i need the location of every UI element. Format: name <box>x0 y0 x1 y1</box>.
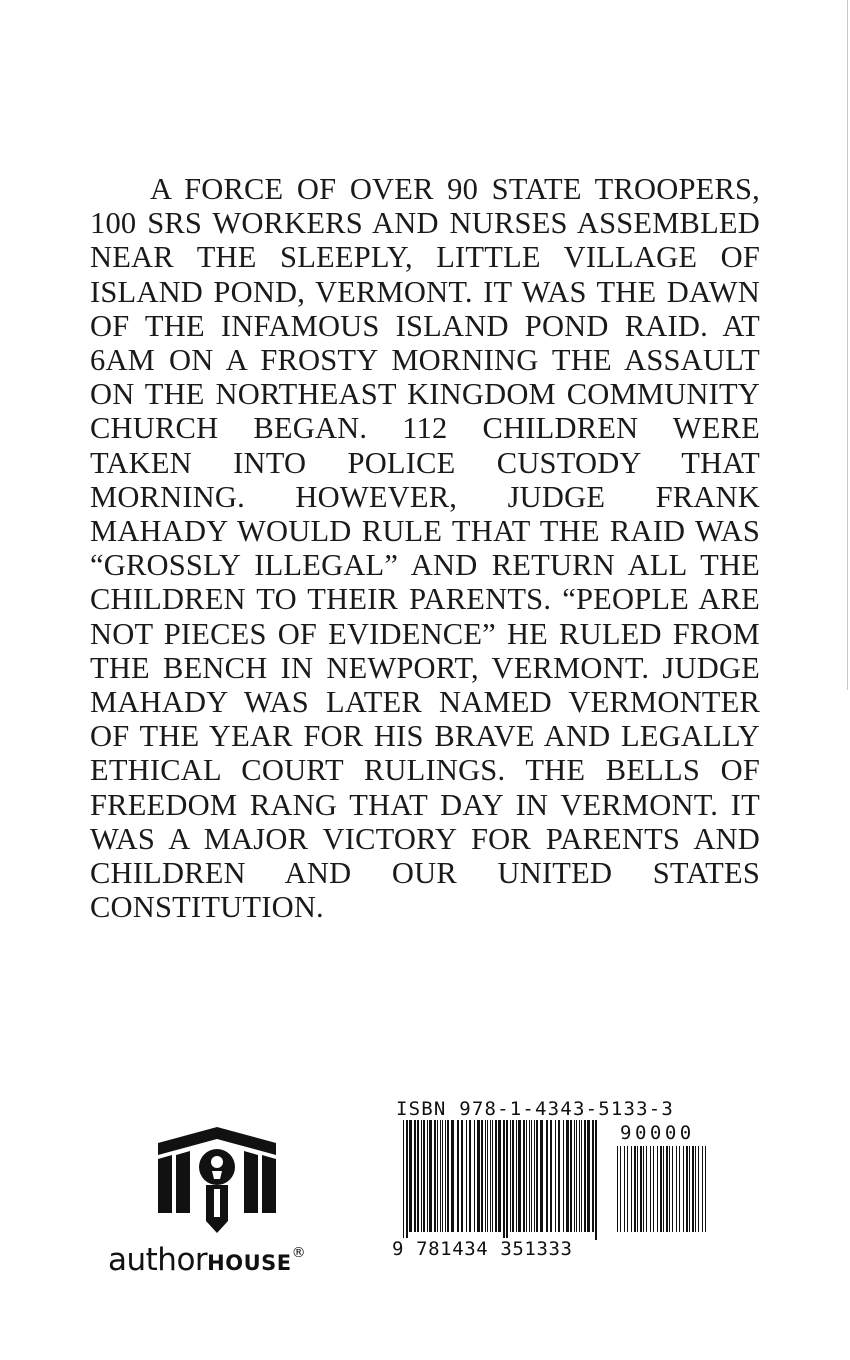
barcode-bar <box>640 1146 642 1232</box>
barcode-bar <box>429 1120 432 1232</box>
barcode-bar <box>546 1120 548 1232</box>
barcode-bar <box>466 1120 467 1232</box>
page-edge-divider <box>847 0 848 690</box>
barcode-bar <box>536 1120 538 1232</box>
barcode-bar <box>620 1146 621 1232</box>
barcode-bar <box>643 1146 644 1232</box>
barcode-bar <box>695 1146 696 1232</box>
barcode-bar <box>487 1120 488 1232</box>
barcode-bar <box>666 1146 668 1232</box>
barcode-bar <box>660 1146 662 1232</box>
barcode-bar <box>531 1120 532 1232</box>
barcode-bar <box>570 1120 572 1232</box>
barcode-bar <box>566 1120 569 1232</box>
barcode-bar <box>676 1146 677 1232</box>
barcode-bar <box>434 1120 436 1232</box>
barcode-bar <box>595 1120 597 1240</box>
barcode-bar <box>637 1146 638 1232</box>
barcode-bar <box>512 1120 514 1232</box>
barcode-bar <box>529 1120 530 1232</box>
isbn-barcode <box>392 1098 722 1268</box>
barcode-bar <box>576 1120 577 1232</box>
barcode-bar <box>584 1120 586 1232</box>
cover-blurb: A FORCE OF OVER 90 STATE TROOPERS, 100 SRS WORKERS AND NURSES ASSEMBLED NEAR THE SLEEPLY, LITTLE VILLAGE OF ISLAND POND, VERMONT. IT WAS THE DAWN OF THE INFAMOUS ISLAND POND RAID. AT 6AM ON A FROSTY MORNING THE ASSAULT ON THE NORTHEAST KINGDOM COMMUNITY CHURCH BEGAN. 112 CHILDREN WERE TAKEN INTO POLICE CUSTODY THAT MORNING. HOWEVER, JUDGE FRANK MAHADY WOULD RULE THAT THE RAID WAS “GROSSLY ILLEGAL” AND RETURN ALL THE CHILDREN TO THEIR PARENTS. “PEOPLE ARE NOT PIECES OF EVIDENCE” HE RULED FROM THE BENCH IN NEWPORT, VERMONT. JUDGE MAHADY WAS LATER NAMED VERMONTER OF THE YEAR FOR HIS BRAVE AND LEGALLY ETHICAL COURT RULINGS. THE BELLS OF FREEDOM RANG THAT DAY IN VERMONT. IT WAS A MAJOR VICTORY FOR PARENTS AND CHILDREN AND OUR UNITED STATES CONSTITUTION. <box>90 172 760 925</box>
barcode-bar <box>457 1120 459 1232</box>
barcode-bar <box>406 1120 408 1240</box>
barcode-bar <box>427 1120 428 1232</box>
barcode-bar <box>423 1120 425 1232</box>
barcode-bar <box>692 1146 694 1232</box>
barcode-bar <box>523 1120 525 1232</box>
barcode-bar <box>437 1120 438 1232</box>
barcode-bar <box>534 1120 535 1232</box>
barcode-bar <box>579 1120 580 1232</box>
publisher-logo <box>108 1125 338 1285</box>
barcode-addon-bars <box>616 1146 712 1240</box>
barcode-bar <box>495 1120 497 1232</box>
barcode-bar <box>516 1120 517 1232</box>
barcode-bar <box>442 1120 443 1232</box>
barcode-bar <box>518 1120 521 1232</box>
barcode-digits: 9 781434 351333 <box>392 1238 573 1260</box>
barcode-bar <box>485 1120 486 1232</box>
barcode-bar <box>617 1146 618 1232</box>
barcode-bar <box>587 1120 590 1232</box>
barcode-bar <box>634 1146 636 1232</box>
barcode-bar <box>469 1120 471 1232</box>
barcode-bar <box>574 1120 575 1232</box>
barcode-bar <box>592 1120 594 1232</box>
barcode-bar <box>526 1120 527 1232</box>
barcode-bar <box>503 1120 505 1240</box>
barcode-bar <box>705 1146 706 1232</box>
barcode-bar <box>627 1146 628 1232</box>
barcode-bar <box>563 1120 564 1232</box>
publisher-name-house: HOUSE <box>207 1251 292 1275</box>
barcode-bar <box>550 1120 552 1232</box>
barcode-bar <box>624 1146 625 1232</box>
barcode-bar <box>679 1146 680 1232</box>
barcode-bar <box>461 1120 463 1232</box>
price-code: 90000 <box>620 1122 695 1144</box>
barcode-bar <box>663 1146 664 1232</box>
barcode-bar <box>683 1146 684 1232</box>
barcode-bar <box>477 1120 480 1232</box>
barcode-bar <box>657 1146 658 1232</box>
barcode-bar <box>689 1146 690 1232</box>
publisher-name-author: author <box>108 1242 208 1278</box>
barcode-bar <box>698 1146 699 1232</box>
barcode-bar <box>403 1120 404 1240</box>
registered-mark: ® <box>291 1245 306 1261</box>
barcode-bar <box>669 1146 670 1232</box>
isbn-label: ISBN 978-1-4343-5133-3 <box>396 1098 675 1120</box>
barcode-bar <box>417 1120 419 1232</box>
barcode-bar <box>447 1120 449 1232</box>
barcode-bar <box>421 1120 422 1232</box>
barcode-bar <box>540 1120 543 1232</box>
barcode-bar <box>492 1120 493 1232</box>
barcode-bar <box>440 1120 441 1232</box>
barcode-bar <box>490 1120 491 1232</box>
barcode-main-bars <box>402 1120 602 1240</box>
barcode-bar <box>409 1120 412 1232</box>
barcode-bar <box>558 1120 560 1232</box>
publisher-wordmark <box>108 1242 338 1278</box>
barcode-bar <box>451 1120 454 1232</box>
barcode-bar <box>646 1146 647 1232</box>
barcode-bar <box>506 1120 508 1240</box>
barcode-bar <box>481 1120 483 1232</box>
barcode-bar <box>653 1146 654 1232</box>
barcode-bar <box>686 1146 688 1232</box>
barcode-bar <box>581 1120 582 1232</box>
barcode-bar <box>414 1120 416 1232</box>
barcode-bar <box>445 1120 446 1232</box>
barcode-bar <box>631 1146 632 1232</box>
barcode-bar <box>650 1146 651 1232</box>
authorhouse-logo-icon <box>152 1125 282 1235</box>
barcode-bar <box>672 1146 673 1232</box>
barcode-bar <box>510 1120 511 1232</box>
barcode-bar <box>702 1146 703 1232</box>
barcode-bar <box>498 1120 501 1232</box>
barcode-bar <box>474 1120 475 1232</box>
barcode-bar <box>555 1120 556 1232</box>
